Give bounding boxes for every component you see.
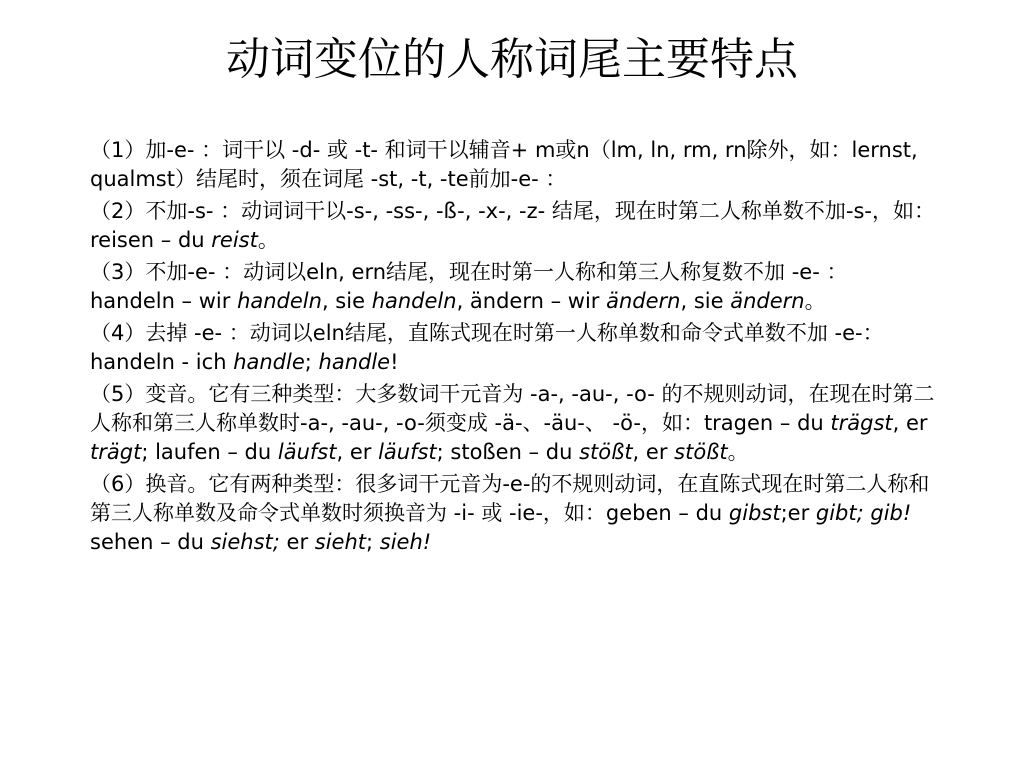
paragraph-text: , er — [632, 440, 675, 464]
example-word: sieht — [314, 530, 366, 554]
paragraph-text: , sie — [680, 289, 731, 313]
paragraph-text: 。 — [727, 440, 749, 464]
paragraph-1 — [90, 136, 936, 194]
paragraph-text: （4）去掉 -e- ：动词以eln结尾，直陈式现在时第一人称单数和命令式单数不加 -e-：handeln - ich — [90, 321, 884, 374]
example-word: handle — [233, 350, 305, 374]
paragraph-text: （3）不加-e- ：动词以eln, ern结尾，现在时第一人称和第三人称复数不加 -e- ： handeln – wir — [90, 260, 848, 313]
example-word: stößt — [674, 440, 728, 464]
paragraph-text: er — [279, 530, 315, 554]
slide-body — [90, 136, 936, 560]
example-word: trägst — [830, 411, 893, 435]
paragraph-5 — [90, 380, 936, 467]
example-word: reist — [211, 228, 258, 252]
example-word: sieh! — [379, 530, 432, 554]
paragraph-text: （6）换音。它有两种类型：很多词干元音为-e-的不规则动词，在直陈式现在时第二人称和第三人称单数及命令式单数时须换音为 -i- 或 -ie-，如：geben – du — [90, 472, 930, 525]
example-word: ändern — [606, 289, 681, 313]
slide-title: 动词变位的人称词尾主要特点 — [226, 34, 798, 85]
paragraph-text: , er — [892, 411, 928, 435]
paragraph-2 — [90, 197, 936, 255]
paragraph-text: ; — [366, 530, 380, 554]
example-word: stößt — [579, 440, 633, 464]
paragraph-text: , sie — [321, 289, 372, 313]
paragraph-text: 。 — [804, 289, 826, 313]
paragraph-text: ; stoßen – du — [436, 440, 580, 464]
paragraph-text: sehen – du — [90, 530, 211, 554]
example-word: gibst — [728, 501, 781, 525]
example-word: handle — [318, 350, 391, 374]
paragraph-6 — [90, 470, 936, 557]
example-word: siehst; — [210, 530, 280, 554]
example-word: läufst — [277, 440, 337, 464]
paragraph-text: ; laufen – du — [141, 440, 278, 464]
paragraph-3 — [90, 258, 936, 316]
example-word: handeln — [237, 289, 322, 313]
example-word: ändern — [730, 289, 805, 313]
paragraph-text: , ändern – wir — [456, 289, 607, 313]
paragraph-text: ! — [390, 350, 399, 374]
paragraph-text: （2）不加-s- ：动词词干以-s-, -ss-, -ß-, -x-, -z- 结尾，现在时第二人称单数不加-s-，如： reisen – du — [90, 199, 935, 252]
paragraph-text: （5）变音。它有三种类型：大多数词干元音为 -a-, -au-, -o- 的不规则动词，在现在时第二人称和第三人称单数时-a-, -au-, -o-须变成 -ä-、-äu-、 -ö-，如：tragen – du — [90, 382, 935, 435]
example-word: trägt — [90, 440, 142, 464]
paragraph-text: （1）加-e- ：词干以 -d- 或 -t- 和词干以辅音+ m或n（lm, ln, rm, rn除外，如：lernst, qualmst）结尾时，须在词尾 -st, -t, -te前加-e- ： — [90, 138, 918, 191]
example-word: gibt; gib! — [815, 501, 912, 525]
paragraph-text: ; — [304, 350, 319, 374]
paragraph-4 — [90, 319, 936, 377]
paragraph-text: ;er — [780, 501, 816, 525]
example-word: handeln — [371, 289, 457, 313]
example-word: läufst — [378, 440, 437, 464]
paragraph-text: 。 — [257, 228, 279, 252]
paragraph-text: , er — [336, 440, 379, 464]
